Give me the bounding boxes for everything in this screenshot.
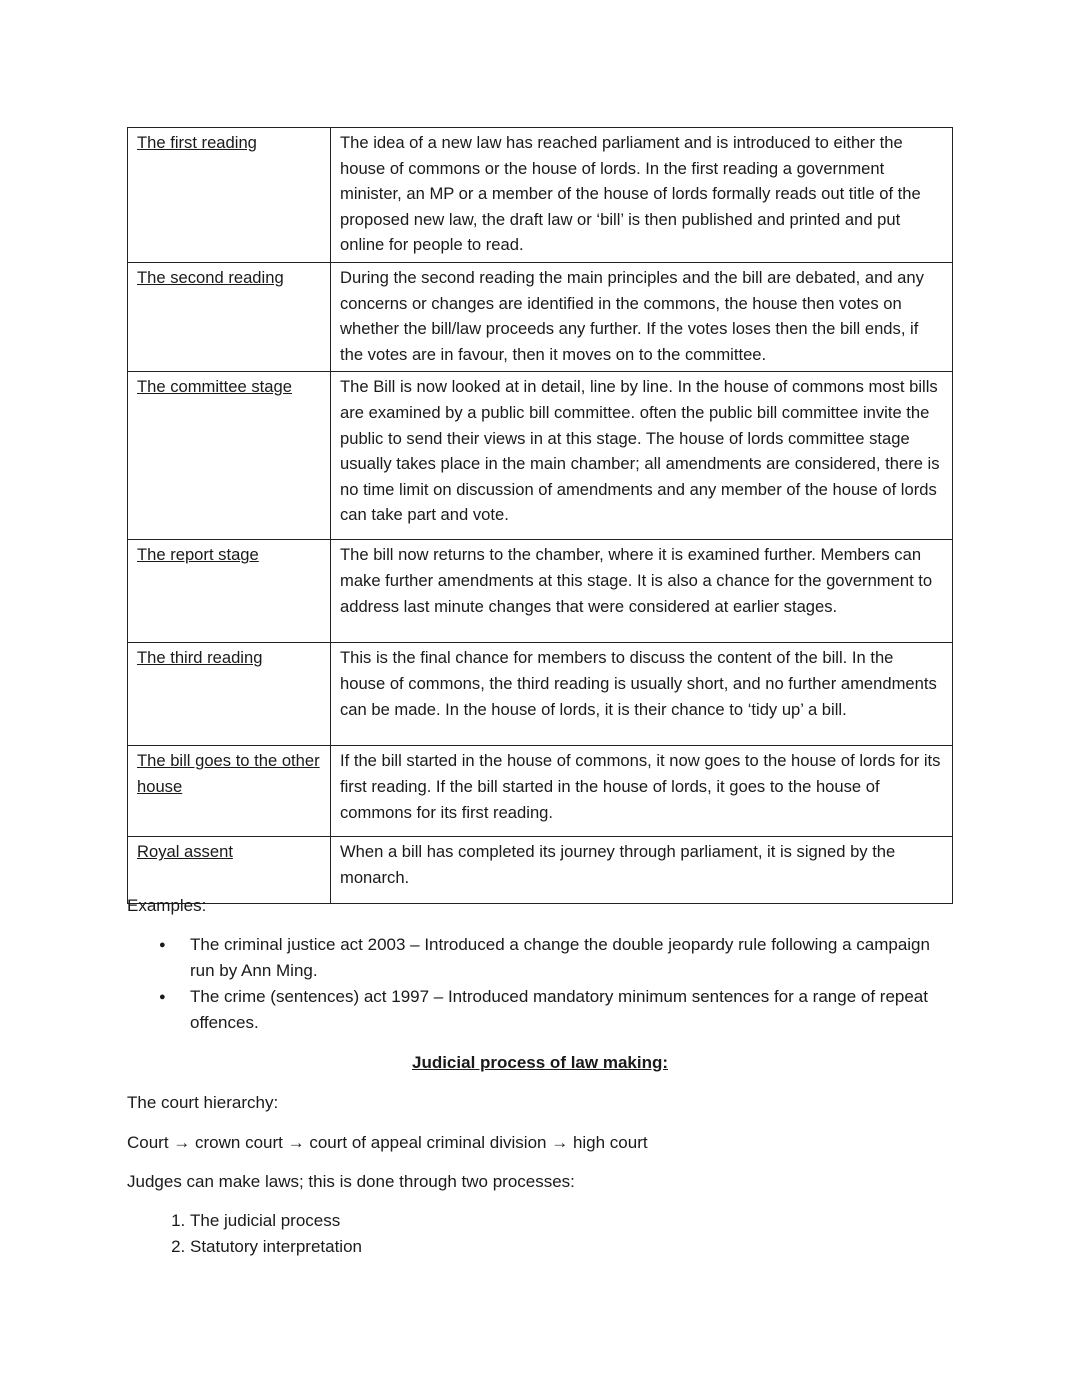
processes-list bbox=[127, 1208, 362, 1260]
stage-description: This is the final chance for members to discuss the content of the bill. In the house of commons, the third reading is usually short, and no further amendments can be made. In the house of lords, it is their chance to ‘tidy up’ a bill. bbox=[331, 643, 953, 746]
table-row bbox=[128, 746, 953, 837]
processes-intro: Judges can make laws; this is done through two processes: bbox=[127, 1172, 575, 1191]
list-item: ● The criminal justice act 2003 – Introduced a change the double jeopardy rule following a campaign run by Ann Ming. bbox=[190, 932, 957, 984]
stage-description: If the bill started in the house of commons, it now goes to the house of lords for its first reading. If the bill started in the house of lords, it goes to the house of commons for its first reading. bbox=[331, 746, 953, 837]
stage-term: The second reading bbox=[128, 262, 331, 371]
stage-term: The first reading bbox=[128, 128, 331, 263]
court-hierarchy: Court → crown court → court of appeal criminal division → high court bbox=[127, 1133, 648, 1152]
stage-description: The bill now returns to the chamber, where it is examined further. Members can make further amendments at this stage. It is also a chance for the government to address last minute changes that were considered at earlier stages. bbox=[331, 540, 953, 643]
examples-label: Examples: bbox=[127, 896, 207, 915]
table-row bbox=[128, 128, 953, 263]
legislative-stages-table bbox=[127, 127, 953, 904]
table-row bbox=[128, 372, 953, 540]
stage-term: The bill goes to the other house bbox=[128, 746, 331, 837]
stage-term: Royal assent bbox=[128, 837, 331, 904]
examples-list bbox=[127, 932, 957, 1036]
stage-description: The Bill is now looked at in detail, line by line. In the house of commons most bills are examined by a public bill committee. often the public bill committee invite the public to send their views in at this stage. The house of lords committee stage usually takes place in the main chamber; all amendments are considered, there is no time limit on discussion of amendments and any member of the house of lords can take part and vote. bbox=[331, 372, 953, 540]
hierarchy-label: The court hierarchy: bbox=[127, 1093, 279, 1112]
list-item: ● The crime (sentences) act 1997 – Introduced mandatory minimum sentences for a range of repeat offences. bbox=[190, 984, 957, 1036]
table-row bbox=[128, 540, 953, 643]
stage-term: The report stage bbox=[128, 540, 331, 643]
stage-description: During the second reading the main principles and the bill are debated, and any concerns or changes are identified in the commons, the house then votes on whether the bill/law proceeds any further. If the votes loses then the bill ends, if the votes are in favour, then it moves on to the committee. bbox=[331, 262, 953, 371]
table-row bbox=[128, 643, 953, 746]
stage-description: When a bill has completed its journey through parliament, it is signed by the monarch. bbox=[331, 837, 953, 904]
list-item: 1. The judicial process bbox=[190, 1208, 362, 1234]
stage-description: The idea of a new law has reached parliament and is introduced to either the house of commons or the house of lords. In the first reading a government minister, an MP or a member of the house of lords formally reads out title of the proposed new law, the draft law or ‘bill’ is then published and printed and put online for people to read. bbox=[331, 128, 953, 263]
section-heading: Judicial process of law making: bbox=[411, 1053, 669, 1072]
table-row bbox=[128, 262, 953, 371]
list-item: 2. Statutory interpretation bbox=[190, 1234, 362, 1260]
stage-term: The committee stage bbox=[128, 372, 331, 540]
stage-term: The third reading bbox=[128, 643, 331, 746]
examples-section bbox=[127, 893, 957, 1036]
